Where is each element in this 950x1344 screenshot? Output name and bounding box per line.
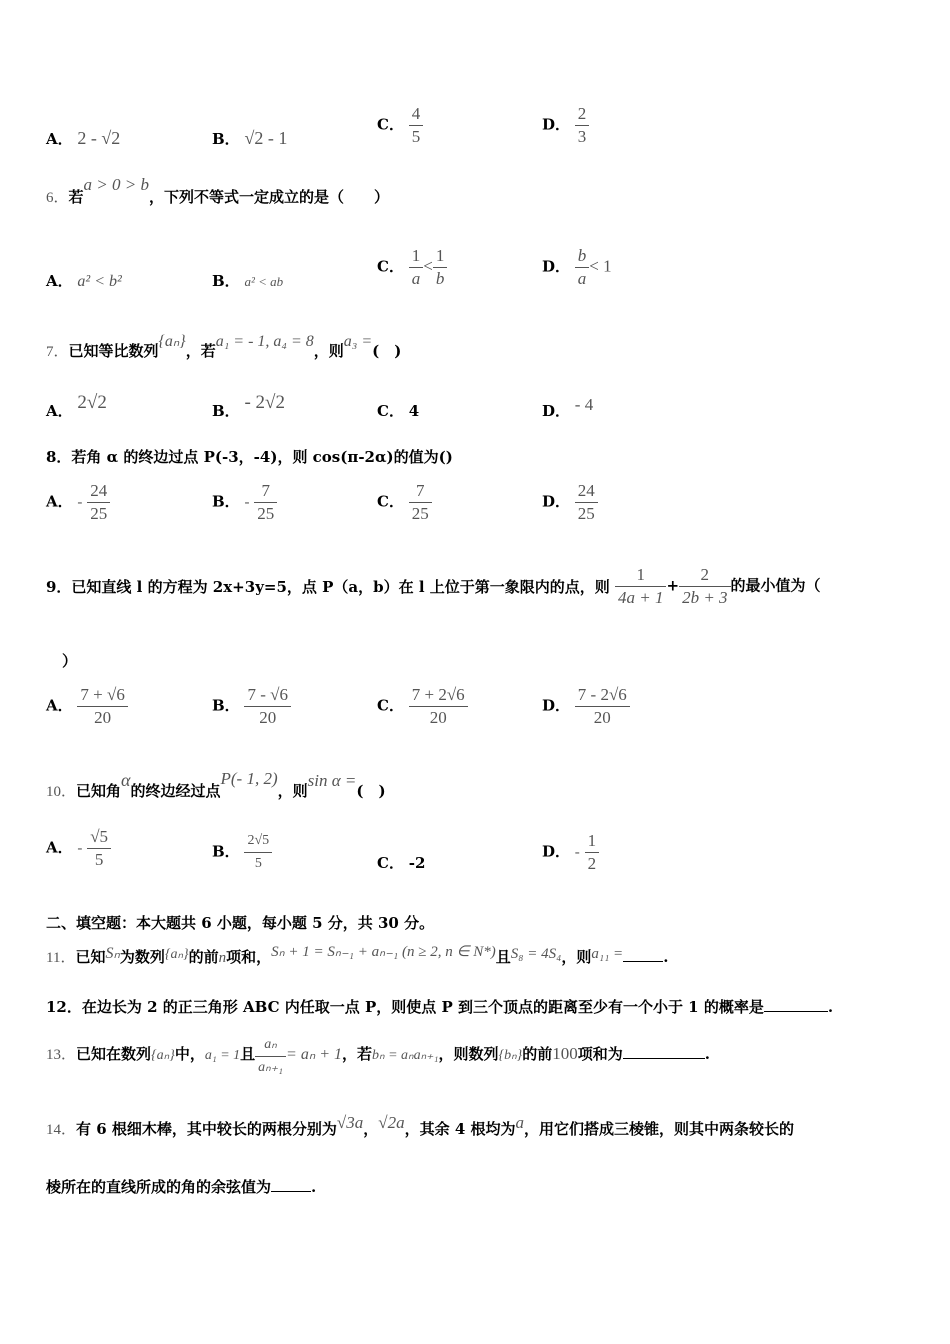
q9-option-a: A． $\frac{7 + √6}{20}$ [46, 684, 128, 729]
fraction: $\frac{24}{25}$ [575, 480, 598, 525]
q6-option-b: B． a² < ab [212, 272, 284, 290]
q8-option-c: C． $\frac{7}{25}$ [377, 480, 432, 525]
option-label: B． [212, 130, 240, 148]
fraction: $\frac{\text{aₙ}}{\text{aₙ₊₁}}$ [255, 1034, 286, 1079]
q8-stem: 8．若角 α 的终边过点 P(-3，-4)，则 cos(π-2α)的值为() [46, 448, 453, 466]
q9-option-d: D． $\frac{7 - 2√6}{20}$ [542, 684, 630, 729]
q5-option-a [46, 128, 120, 149]
q6-option-d: D． $\frac{b}{a}$ < 1 [542, 246, 612, 288]
fraction: $\frac{7}{25}$ [409, 480, 432, 525]
option-label: D． [542, 115, 571, 134]
q10-stem: 10．已知角α的终边经过点P(- 1, 2)，则sin α =( ) [46, 769, 386, 800]
q7-stem: 7．已知等比数列{aₙ}，若a₁ = - 1, a₄ = 8，则a₃ =( ) [46, 333, 402, 360]
q8-option-a: A． - $\frac{24}{25}$ [46, 480, 110, 525]
fraction: $\frac{2}{3}$ [575, 103, 590, 148]
fraction: $\frac{7 + √6}{20}$ [77, 684, 127, 729]
option-label: C． [377, 115, 404, 134]
fraction: $\frac{7 - 2√6}{20}$ [575, 684, 630, 729]
option-value: √2 - 1 [244, 128, 288, 148]
fraction: $\frac{1}{2}$ [585, 830, 600, 875]
q8-option-d: D． $\frac{24}{25}$ [542, 480, 598, 525]
q10-option-a: A． - $\frac{√5}{5}$ [46, 826, 111, 871]
fraction: $\frac{2}{2b + 3}$ [679, 564, 730, 609]
q9-stem: 9．已知直线 l 的方程为 2x+3y=5，点 P（a，b）在 l 上位于第一象限内的点，则 $\frac{1}{4a + 1}$ + $\frac{2}{2b + 3}$ 的最小值为（ [46, 565, 821, 607]
q6-option-c: C． $\frac{1}{a}$ < $\frac{1}{b}$ [377, 245, 447, 290]
q9-option-b: B． $\frac{7 - √6}{20}$ [212, 684, 291, 729]
q5-option-d [542, 103, 589, 148]
q10-option-c: C． -2 [377, 854, 426, 872]
q5-option-c [377, 103, 423, 148]
option-label: A． [46, 130, 73, 148]
fraction: $\frac{7}{25}$ [254, 480, 277, 525]
q9-close-paren: ） [62, 652, 78, 670]
q13-stem: 13．已知在数列{aₙ}中，a₁ = 1且 $\frac{\text{aₙ}}{\text{aₙ₊₁}}$ = aₙ + 1，若bₙ = aₙaₙ₊₁，则数列{bₙ}的前100项和为 . [46, 1034, 710, 1079]
fraction: $\frac{1}{a}$ [409, 245, 424, 290]
q12-stem: 12．在边长为 2 的正三角形 ABC 内任取一点 P，则使点 P 到三个顶点的距离至少有一个小于 1 的概率是 . [46, 998, 834, 1016]
q9-option-c: C． $\frac{7 + 2√6}{20}$ [377, 684, 468, 729]
fraction: $\frac{7 - √6}{20}$ [244, 684, 291, 729]
fraction: $\frac{b}{a}$ [575, 245, 590, 290]
q14-line2: 棱所在的直线所成的角的余弦值为 . [46, 1178, 317, 1196]
fraction: $\frac{1}{4a + 1}$ [615, 564, 666, 609]
q8-option-b: B． - $\frac{7}{25}$ [212, 480, 277, 525]
q7-option-a: A． 2√2 [46, 392, 107, 420]
q7-option-c: C． 4 [377, 402, 420, 420]
q7-option-b: B． - 2√2 [212, 392, 285, 420]
fraction: $\frac{2√5}{5}$ [244, 830, 272, 875]
section-title: 二、填空题：本大题共 6 小题，每小题 5 分，共 30 分。 [46, 914, 435, 932]
fraction: $\frac{4}{5}$ [409, 103, 424, 148]
q6-option-a: A． a² < b² [46, 272, 122, 290]
q10-option-d: D． - $\frac{1}{2}$ [542, 830, 599, 875]
q11-stem: 11．已知Sₙ为数列{aₙ}的前n项和，Sₙ + 1 = Sₙ₋₁ + aₙ₋₁ (n ≥ 2, n ∈ N*)且S₈ = 4S₄，则a₁₁ = . [46, 944, 669, 966]
q5-option-b [212, 128, 287, 149]
fraction: $\frac{24}{25}$ [87, 480, 110, 525]
q14-stem: 14．有 6 根细木棒，其中较长的两根分别为√3a，√2a，其余 4 根均为a，用它们搭成三棱锥，则其中两条较长的 [46, 1113, 795, 1138]
q10-option-b: B． $\frac{2√5}{5}$ [212, 830, 272, 875]
q7-option-d: D． - 4 [542, 395, 594, 420]
fraction: $\frac{1}{b}$ [433, 245, 448, 290]
fraction: $\frac{7 + 2√6}{20}$ [409, 684, 468, 729]
fraction: $\frac{√5}{5}$ [87, 826, 111, 871]
option-value: 2 - √2 [77, 128, 121, 148]
q6-stem: 6．若a > 0 > b，下列不等式一定成立的是（ ） [46, 175, 389, 206]
